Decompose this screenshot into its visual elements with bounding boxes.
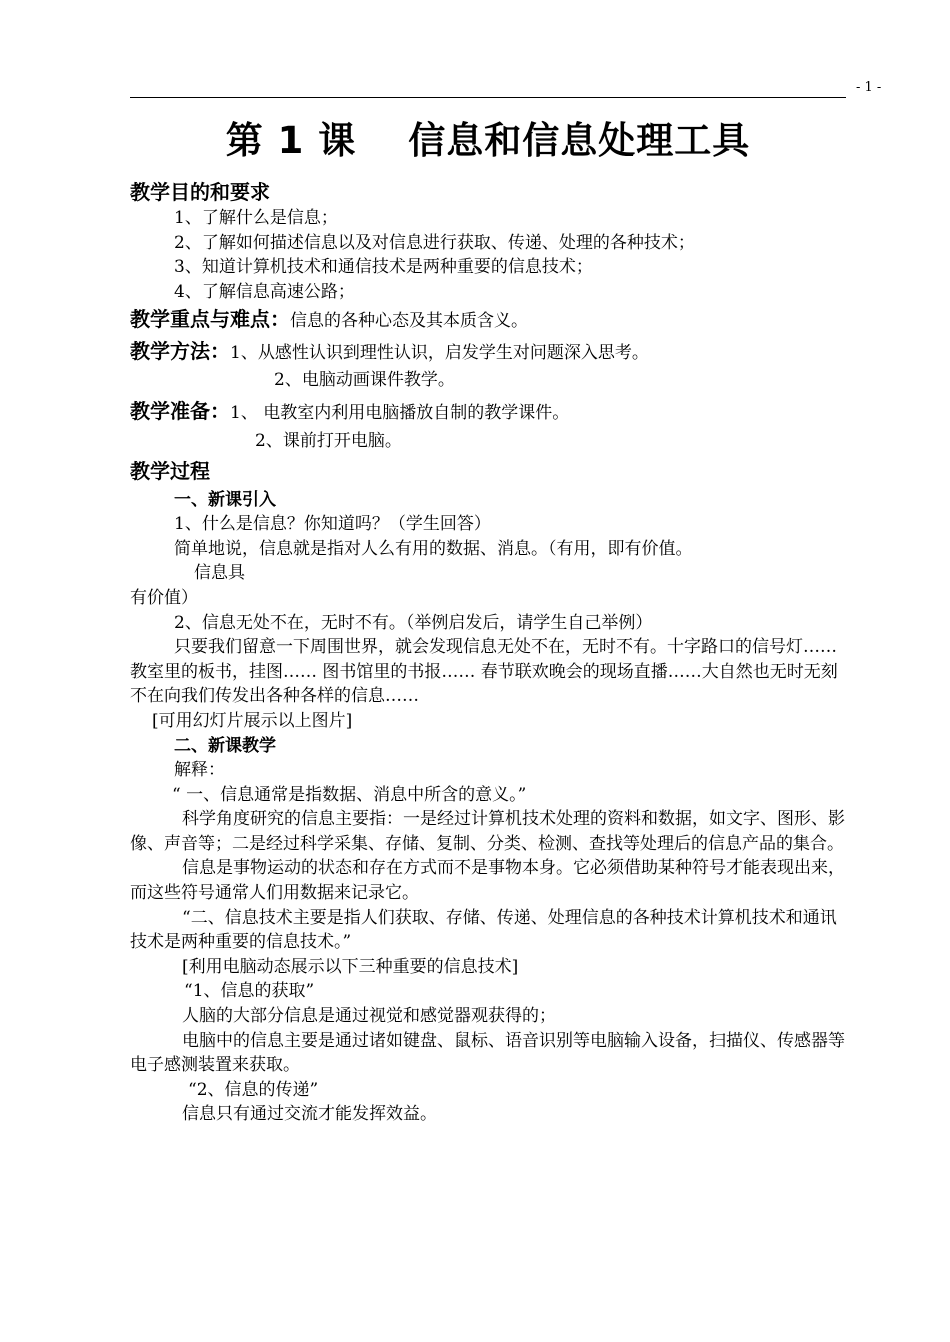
paragraph: 2、信息无处不在，无时不有。（举例启发后，请学生自己举例） bbox=[174, 612, 653, 633]
page-title bbox=[130, 118, 846, 164]
paragraph: 解释： bbox=[174, 760, 225, 781]
header-rule bbox=[130, 97, 846, 98]
paragraph: 信息具 bbox=[194, 563, 245, 584]
preparation-line bbox=[130, 395, 846, 429]
methods-label: 教学方法： bbox=[130, 339, 230, 364]
key-points-label: 教学重点与难点： bbox=[130, 307, 290, 332]
paragraph: 只要我们留意一下周围世界，就会发现信息无处不在，无时不有。十字路口的信号灯…… 教室里的板书，挂图…… 图书馆里的书报…… 春节联欢晚会的现场直播……大自然也无时无刻不在向我们传发出各种各样的信息…… bbox=[130, 637, 838, 707]
paragraph: 信息是事物运动的状态和存在方式而不是事物本身。它必须借助某种符号才能表现出来，而这些符号通常人们用数据来记录它。 bbox=[130, 858, 845, 904]
process-heading: 教学过程 bbox=[130, 458, 210, 483]
subheading: “2、信息的传递” bbox=[188, 1079, 319, 1100]
methods-item: 2、电脑动画课件教学。 bbox=[274, 370, 455, 391]
note: [可用幻灯片展示以上图片] bbox=[152, 710, 353, 731]
key-points-line bbox=[130, 304, 846, 336]
preparation-item: 2、课前打开电脑。 bbox=[255, 430, 402, 451]
note: [利用电脑动态展示以下三种重要的信息技术] bbox=[182, 956, 519, 977]
section-heading: 一、新课引入 bbox=[174, 489, 276, 510]
objective-item: 2、了解如何描述信息以及对信息进行获取、传递、处理的各种技术； bbox=[174, 232, 695, 253]
objectives-heading: 教学目的和要求 bbox=[130, 180, 270, 204]
paragraph: 信息只有通过交流才能发挥效益。 bbox=[182, 1104, 437, 1125]
paragraph: 人脑的大部分信息是通过视觉和感觉器观获得的； bbox=[182, 1006, 556, 1027]
methods-item: 1、从感性认识到理性认识，启发学生对问题深入思考。 bbox=[230, 343, 649, 364]
paragraph: 有价值） bbox=[130, 587, 198, 608]
paragraph: 简单地说，信息就是指对人么有用的数据、消息。（有用，即有价值。 bbox=[174, 538, 693, 559]
methods-line bbox=[130, 336, 846, 368]
lesson-name: 信息和信息处理工具 bbox=[408, 119, 751, 162]
paragraph: 1、什么是信息？你知道吗？（学生回答） bbox=[174, 514, 491, 535]
objective-item: 1、了解什么是信息； bbox=[174, 208, 338, 228]
paragraph: 电脑中的信息主要是通过诸如键盘、鼠标、语音识别等电脑输入设备，扫描仪、传感器等电子感测装置来获取。 bbox=[130, 1030, 845, 1076]
objective-item: 4、了解信息高速公路； bbox=[174, 281, 355, 302]
lesson-number: 第 1 课 bbox=[225, 119, 357, 162]
page-number: - 1 - bbox=[856, 80, 882, 95]
preparation-label: 教学准备： bbox=[130, 398, 230, 423]
subheading: “1、信息的获取” bbox=[184, 981, 315, 1002]
lesson-plan-body bbox=[130, 178, 846, 1127]
definition: “二、信息技术主要是指人们获取、存储、传递、处理信息的各种技术计算机技术和通讯技术是两种重要的信息技术。” bbox=[130, 907, 837, 953]
preparation-item: 1、 电教室内利用电脑播放自制的教学课件。 bbox=[230, 402, 570, 423]
definition: “ 一、信息通常是指数据、消息中所含的意义。” bbox=[172, 784, 527, 805]
section-heading: 二、新课教学 bbox=[174, 735, 276, 756]
key-points-text: 信息的各种心态及其本质含义。 bbox=[290, 311, 528, 332]
paragraph: 科学角度研究的信息主要指：一是经过计算机技术处理的资料和数据，如文字、图形、影像、声音等；二是经过科学采集、存储、复制、分类、检测、查找等处理后的信息产品的集合。 bbox=[130, 809, 845, 854]
objective-item: 3、知道计算机技术和通信技术是两种重要的信息技术； bbox=[174, 257, 593, 278]
